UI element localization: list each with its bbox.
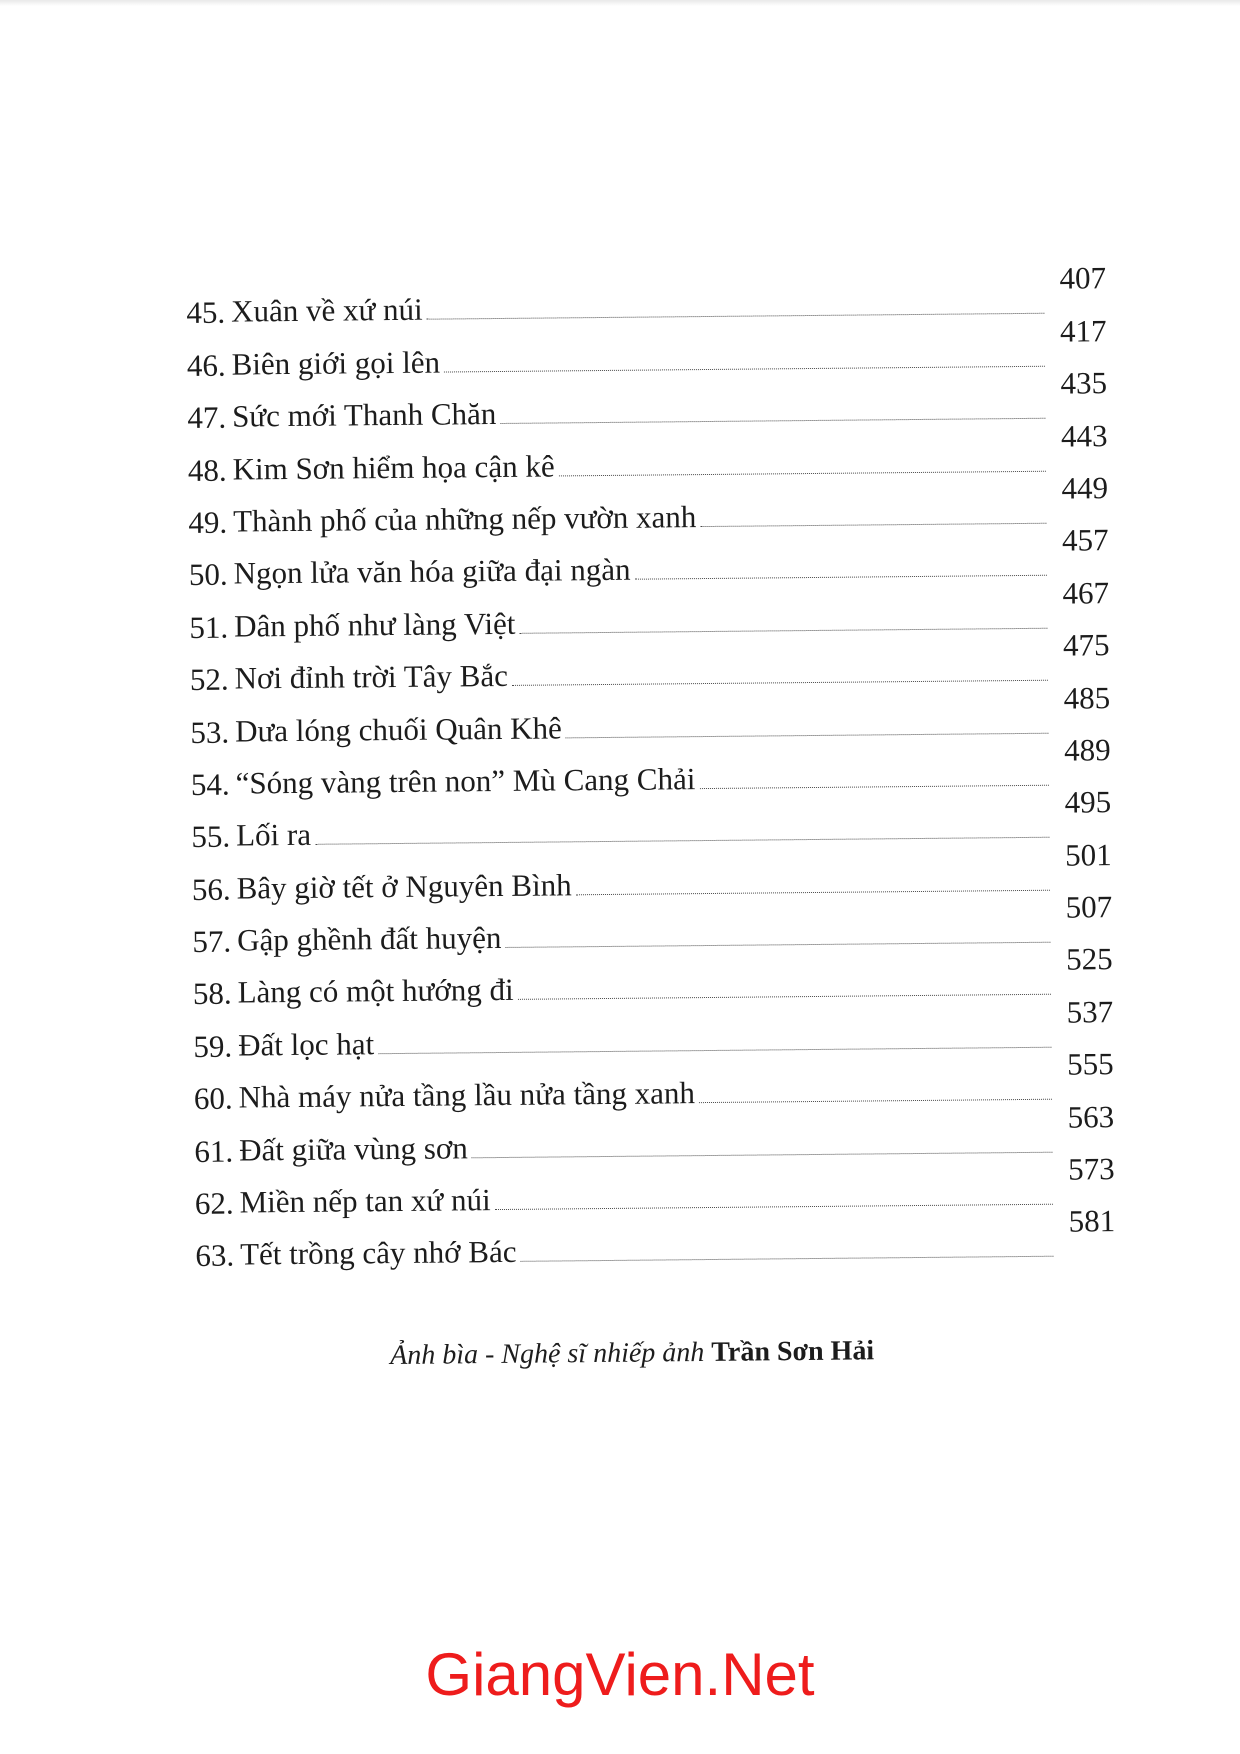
toc-entry-page-number: 555 <box>1066 1046 1114 1082</box>
toc-entry-title: Nhà máy nửa tầng lầu nửa tầng xanh <box>238 1075 696 1115</box>
toc-dot-leader <box>512 679 1048 686</box>
toc-entry-number: 48. <box>187 452 227 488</box>
toc-entry-title: Gập ghềnh đất huyện <box>236 920 502 958</box>
toc-entry-number: 56. <box>191 871 231 907</box>
toc-entry-title: Bây giờ tết ở Nguyên Bình <box>236 867 572 906</box>
toc-dot-leader <box>559 469 1046 476</box>
toc-entry-number: 47. <box>187 399 227 436</box>
toc-entry-number: 57. <box>192 923 232 960</box>
toc-entry-page-number: 407 <box>1059 260 1107 297</box>
toc-entry-number: 58. <box>192 976 232 1012</box>
toc-dot-leader <box>315 836 1049 845</box>
toc-entry-title: Sức mới Thanh Chăn <box>231 396 497 434</box>
toc-entry-number: 52. <box>189 661 229 698</box>
toc-entry-number: 49. <box>188 504 228 540</box>
toc-dot-leader <box>444 365 1045 373</box>
toc-dot-leader <box>699 784 1048 789</box>
toc-entry-page-number: 417 <box>1059 312 1107 349</box>
toc-entry-page-number: 573 <box>1067 1151 1115 1187</box>
toc-dot-leader <box>378 1046 1051 1054</box>
toc-entry <box>195 1203 1116 1274</box>
toc-dot-leader <box>521 1255 1054 1262</box>
site-watermark: GiangVien.Net <box>425 1641 815 1708</box>
toc-dot-leader <box>472 1150 1053 1158</box>
credit-prefix: Ảnh bìa - Nghệ sĩ nhiếp ảnh <box>390 1336 705 1371</box>
toc-entry-title: Thành phố của những nếp vườn xanh <box>232 499 697 539</box>
toc-entry-page-number: 457 <box>1061 522 1109 558</box>
toc-entry-page-number: 489 <box>1063 732 1111 768</box>
toc-entry-page-number: 435 <box>1060 365 1108 401</box>
toc-dot-leader <box>495 1203 1053 1210</box>
toc-dot-leader <box>518 993 1051 1000</box>
toc-entry-number: 63. <box>195 1238 235 1274</box>
toc-dot-leader <box>519 626 1047 633</box>
toc-entry-number: 55. <box>191 818 231 855</box>
toc-entry-title: Tết trồng cây nhớ Bác <box>239 1234 517 1272</box>
toc-dot-leader <box>635 574 1047 580</box>
toc-dot-leader <box>699 1098 1052 1103</box>
toc-entry-page-number: 507 <box>1065 889 1113 925</box>
toc-entry-number: 53. <box>190 714 230 750</box>
toc-entry-number: 59. <box>193 1028 233 1064</box>
table-of-contents <box>186 260 1116 1274</box>
toc-entry-page-number: 501 <box>1064 836 1112 873</box>
toc-dot-leader <box>576 888 1050 895</box>
toc-entry-page-number: 581 <box>1068 1203 1116 1239</box>
toc-entry-title: Lối ra <box>235 817 312 853</box>
toc-entry-number: 45. <box>186 295 226 331</box>
toc-entry-title: Đất lọc hạt <box>237 1026 375 1063</box>
toc-entry-number: 46. <box>186 347 226 383</box>
toc-entry-title: Làng có một hướng đi <box>237 972 514 1011</box>
toc-dot-leader <box>500 417 1045 424</box>
toc-entry-title: Xuân về xứ núi <box>230 292 423 329</box>
toc-entry-title: Đất giữa vùng sơn <box>238 1129 468 1168</box>
toc-entry-number: 50. <box>188 556 228 593</box>
toc-entry-title: Miền nếp tan xứ núi <box>239 1182 491 1220</box>
toc-entry-page-number: 525 <box>1065 941 1113 978</box>
toc-dot-leader <box>505 941 1050 948</box>
toc-entry-title: Kim Sơn hiểm họa cận kê <box>232 448 555 487</box>
toc-entry-number: 61. <box>194 1133 234 1169</box>
toc-dot-leader <box>700 522 1046 527</box>
toc-entry-page-number: 537 <box>1066 993 1114 1030</box>
toc-entry-page-number: 467 <box>1062 574 1110 611</box>
toc-entry-page-number: 563 <box>1067 1098 1115 1135</box>
toc-entry-number: 51. <box>189 609 229 645</box>
toc-entry-page-number: 443 <box>1060 417 1108 454</box>
toc-entry-title: “Sóng vàng trên non” Mù Cang Chải <box>235 761 696 801</box>
credit-photographer-name: Trần Sơn Hải <box>711 1335 875 1368</box>
scan-edge-shadow <box>0 0 1240 6</box>
toc-entry-title: Ngọn lửa văn hóa giữa đại ngàn <box>233 552 631 591</box>
toc-entry-page-number: 485 <box>1063 679 1111 716</box>
toc-dot-leader <box>566 731 1049 738</box>
toc-entry-number: 54. <box>190 766 230 802</box>
toc-entry-title: Nơi đỉnh trời Tây Bắc <box>234 658 509 696</box>
toc-entry-number: 62. <box>194 1185 234 1221</box>
toc-entry-title: Biên giới gọi lên <box>231 344 441 382</box>
toc-dot-leader <box>427 312 1045 320</box>
cover-photo-credit <box>390 1335 950 1372</box>
toc-entry-title: Dân phố như làng Việt <box>233 605 516 644</box>
toc-entry-title: Dưa lóng chuối Quân Khê <box>234 709 563 749</box>
toc-entry-page-number: 449 <box>1061 470 1109 506</box>
toc-entry-page-number: 475 <box>1062 627 1110 663</box>
toc-entry-number: 60. <box>193 1080 233 1117</box>
toc-entry-page-number: 495 <box>1064 784 1112 820</box>
